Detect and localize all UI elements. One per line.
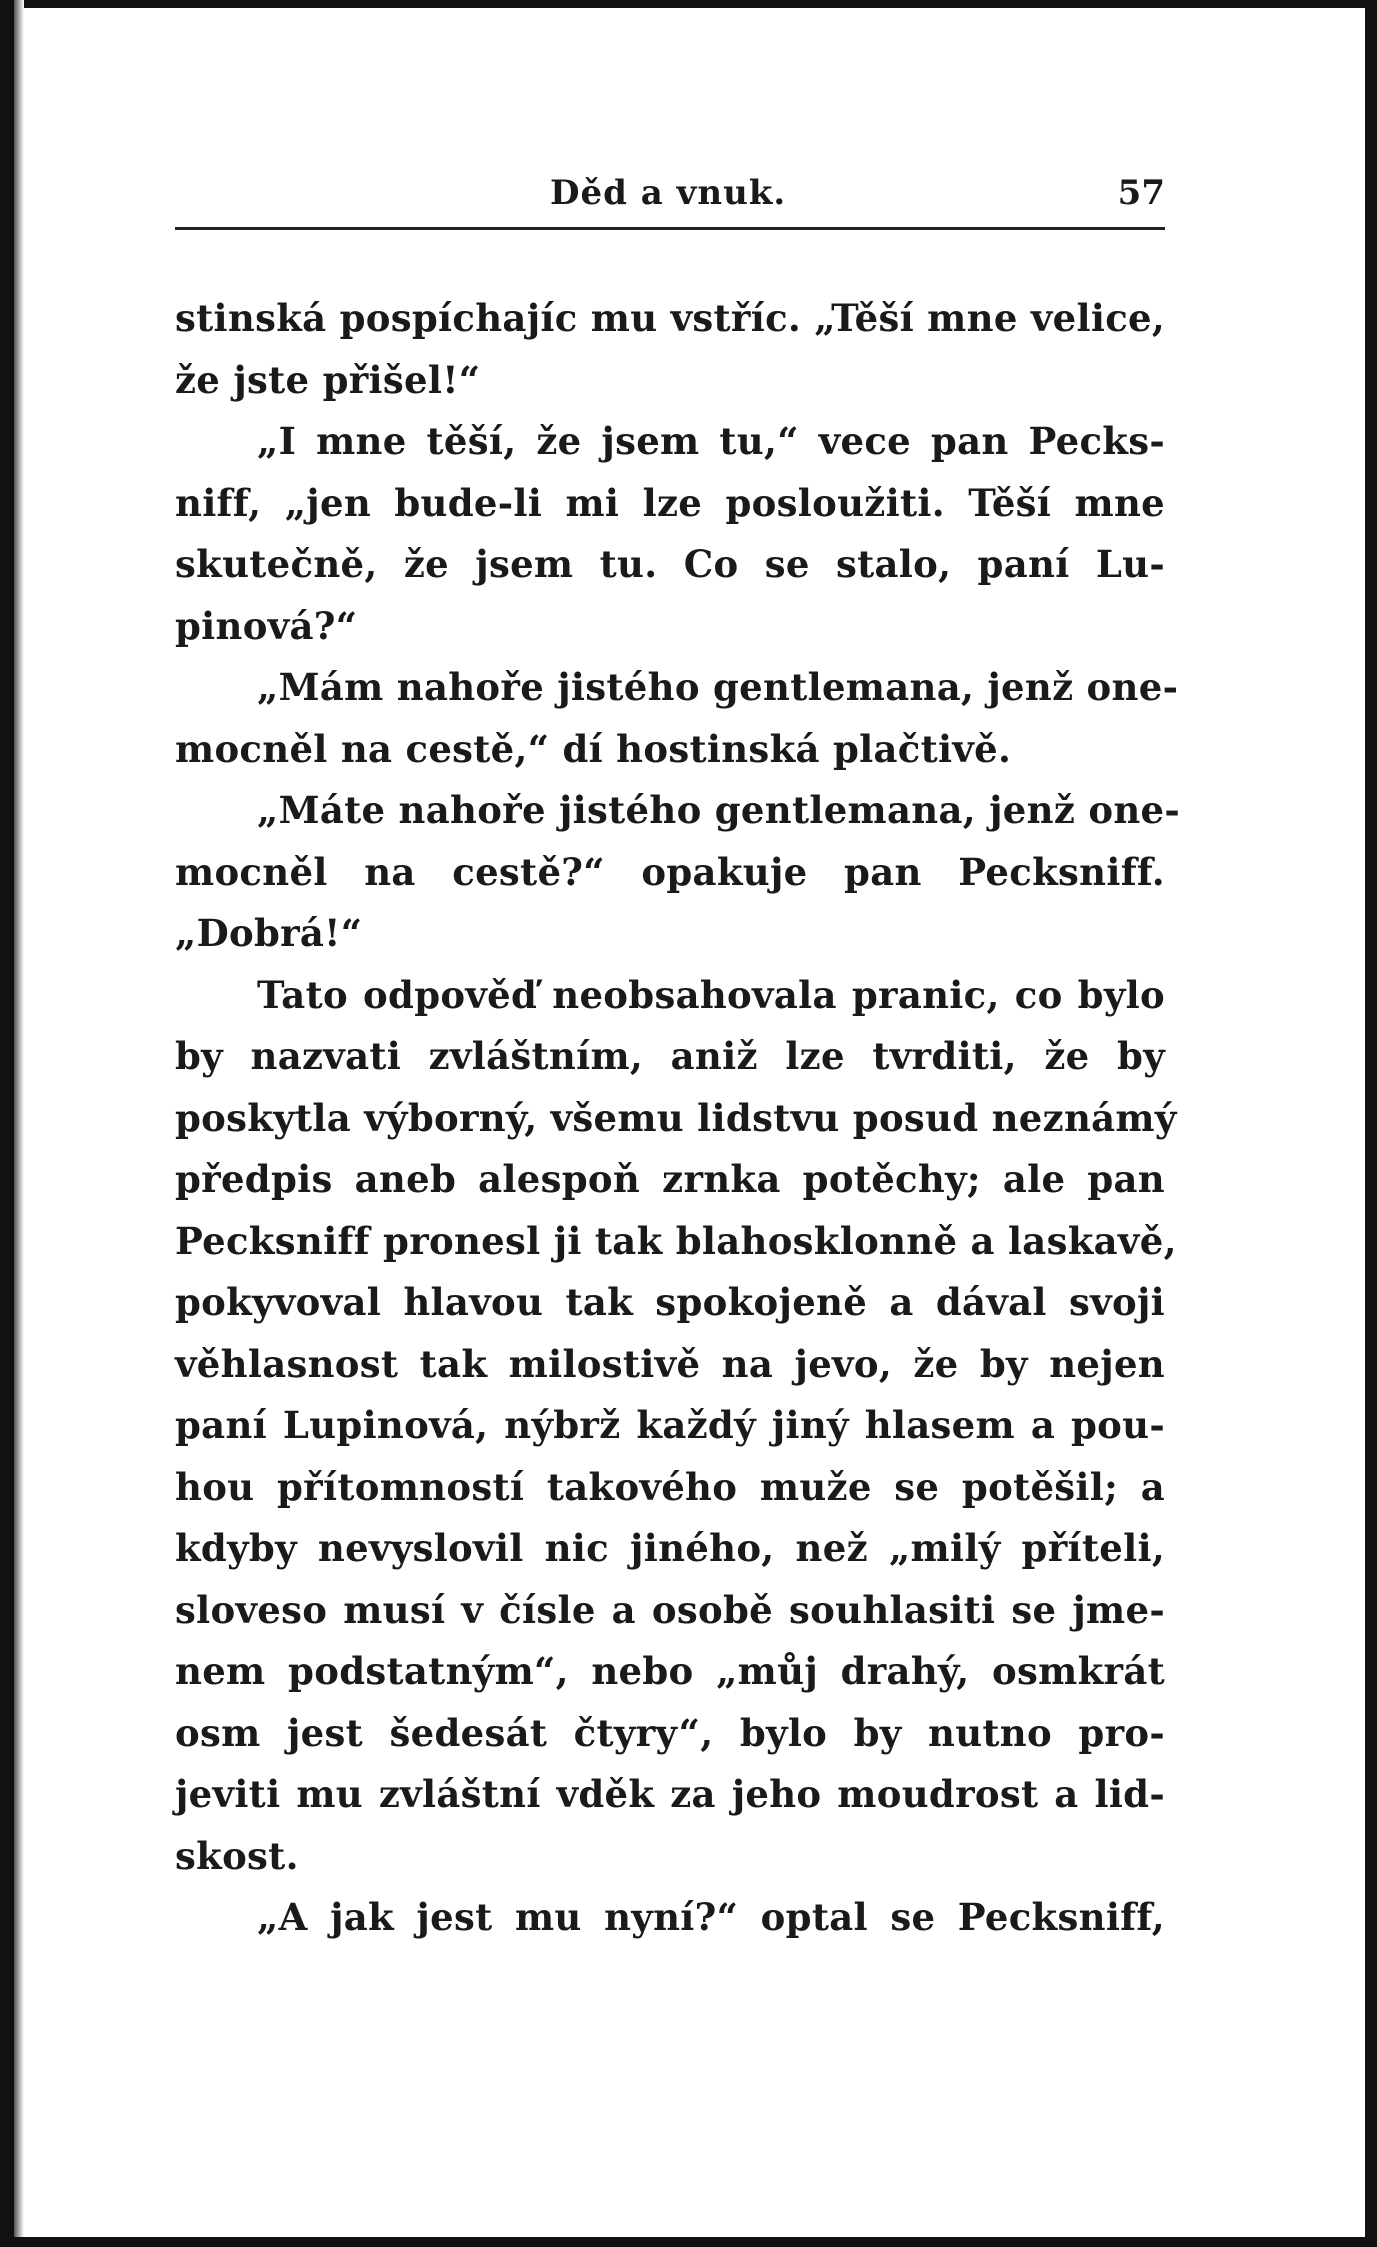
chapter-title: Děd a vnuk. [550,173,787,213]
text-line: nem podstatným“, nebo „můj drahý, osmkrát [175,1649,1165,1693]
scan-top-edge [0,0,1377,8]
text-line: pinová?“ [175,603,358,648]
page-number: 57 [1117,173,1165,213]
text-line: „I mne těší, že jsem tu,“ vece pan Pecks- [257,419,1165,463]
text-line: pokyvoval hlavou tak spokojeně a dával svoji [175,1280,1165,1324]
text-line: jeviti mu zvláštní vděk za jeho moudrost a lid- [175,1772,1165,1816]
scan-bottom-edge [0,2237,1377,2247]
text-line: paní Lupinová, nýbrž každý jiný hlasem a pou- [175,1403,1165,1447]
text-line: hou přítomností takového muže se potěšil; a [175,1464,1165,1509]
text-line: předpis aneb alespoň zrnka potěchy; ale pan [175,1157,1165,1201]
book-page [175,165,1181,1949]
text-line: mocněl na cestě?“ opakuje pan Pecksniff. [175,849,1165,894]
text-line: sloveso musí v čísle a osobě souhlasiti se jme- [175,1587,1165,1632]
text-line: „Dobrá!“ [175,911,363,955]
text-line: „A jak jest mu nyní?“ optal se Pecksniff, [257,1895,1165,1939]
text-line: „Máte nahoře jistého gentlemana, jenž one- [257,788,1181,832]
scan-binding-shadow [14,0,24,2247]
text-line: „Mám nahoře jistého gentlemana, jenž one- [257,665,1179,709]
text-line: niff, „jen bude-li mi lze posloužiti. Těší mne [175,480,1165,525]
text-line: Pecksniff pronesl ji tak blahosklonně a laskavě, [175,1218,1177,1263]
text-line: skutečně, že jsem tu. Co se stalo, paní Lu- [175,542,1165,586]
text-line: Tato odpověď neobsahovala pranic, co bylo [257,972,1165,1017]
text-line: poskytla výborný, všemu lidstvu posud neznámý [175,1095,1177,1140]
scan-left-edge [0,0,14,2247]
header-rule [175,227,1165,230]
body-text [175,288,1181,1949]
scan-right-edge [1365,0,1377,2247]
text-line: by nazvati zvláštním, aniž lze tvrditi, že by [175,1034,1165,1078]
text-line: osm jest šedesát čtyry“, bylo by nutno pro- [175,1710,1165,1755]
text-line: skost. [175,1833,299,1878]
text-line: mocněl na cestě,“ dí hostinská plačtivě. [175,726,1012,771]
running-head [175,165,1165,223]
text-line: kdyby nevyslovil nic jiného, než „milý příteli, [175,1526,1165,1570]
text-line: věhlasnost tak milostivě na jevo, že by nejen [175,1341,1165,1386]
text-line: že jste přišel!“ [175,357,481,402]
text-line: stinská pospíchajíc mu vstříc. „Těší mne velice, [175,296,1166,340]
